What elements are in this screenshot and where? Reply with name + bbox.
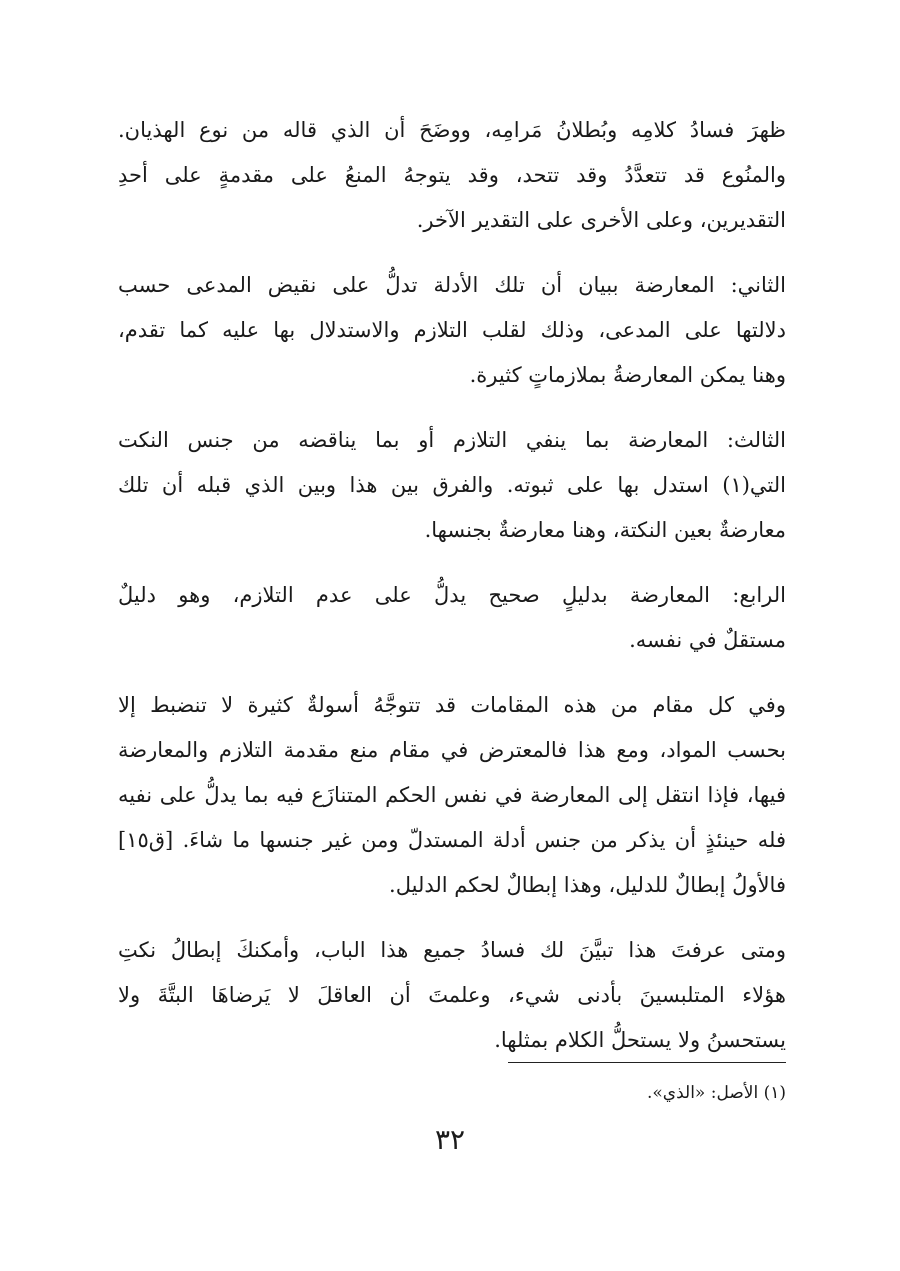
text-line: الثاني: المعارضة ببيان أن تلك الأدلة تدلُّ على نقيض المدعى حسب <box>118 273 786 297</box>
text-line: فله حينئذٍ أن يذكر من جنس أدلة المستدلّ ومن غير جنسها ما شاءَ. [ق١٥] <box>118 828 786 852</box>
footnote: (١) الأصل: «الذي». <box>646 1083 786 1103</box>
paragraph <box>118 108 786 243</box>
text-line: فالأولُ إبطالٌ للدليل، وهذا إبطالٌ لحكم الدليل. <box>389 873 786 897</box>
text-line: ظهرَ فسادُ كلامِه وبُطلانُ مَرامِه، ووضَحَ أن الذي قاله من نوع الهذيان. <box>118 118 786 142</box>
text-line: دلالتها على المدعى، وذلك لقلب التلازم والاستدلال بها عليه كما تقدم، <box>118 318 786 342</box>
text-line: وهنا يمكن المعارضةُ بملازماتٍ كثيرة. <box>469 363 786 387</box>
text-line: التقديرين، وعلى الأخرى على التقدير الآخر. <box>416 208 786 232</box>
footnote-divider <box>508 1062 786 1063</box>
text-line: مستقلٌ في نفسه. <box>629 628 786 652</box>
text-line: يستحسنُ ولا يستحلُّ الكلام بمثلها. <box>494 1028 786 1052</box>
paragraph <box>118 683 786 908</box>
text-line: الثالث: المعارضة بما ينفي التلازم أو بما يناقضه من جنس النكت <box>118 428 786 452</box>
text-line: الرابع: المعارضة بدليلٍ صحيح يدلُّ على عدم التلازم، وهو دليلٌ <box>118 583 786 607</box>
text-line: معارضةٌ بعين النكتة، وهنا معارضةٌ بجنسها. <box>424 518 786 542</box>
paragraph <box>118 928 786 1063</box>
text-line: وفي كل مقام من هذه المقامات قد تتوجَّهُ أسولةٌ كثيرة لا تنضبط إلا <box>118 693 786 717</box>
text-line: التي(١) استدل بها على ثبوته. والفرق بين هذا وبين الذي قبله أن تلك <box>118 473 786 497</box>
page-number: ٣٢ <box>434 1123 466 1156</box>
text-line: بحسب المواد، ومع هذا فالمعترض في مقام منع مقدمة التلازم والمعارضة <box>118 738 786 762</box>
paragraph <box>118 573 786 663</box>
paragraph <box>118 263 786 398</box>
text-line: ومتى عرفتَ هذا تبيَّنَ لك فسادُ جميع هذا الباب، وأمكنكَ إبطالُ نكتِ <box>118 938 786 962</box>
paragraph <box>118 418 786 553</box>
text-line: فيها، فإذا انتقل إلى المعارضة في نفس الحكم المتنازَع فيه بما يدلُّ على نفيه <box>118 783 786 807</box>
text-line: هؤلاء المتلبسينَ بأدنى شيء، وعلمتَ أن العاقلَ لا يَرضاهَا البتَّةَ ولا <box>118 983 786 1007</box>
body-text <box>118 108 786 1083</box>
text-line: والمنُوع قد تتعدَّدُ وقد تتحد، وقد يتوجهُ المنعُ على مقدمةٍ على أحدِ <box>118 163 786 187</box>
